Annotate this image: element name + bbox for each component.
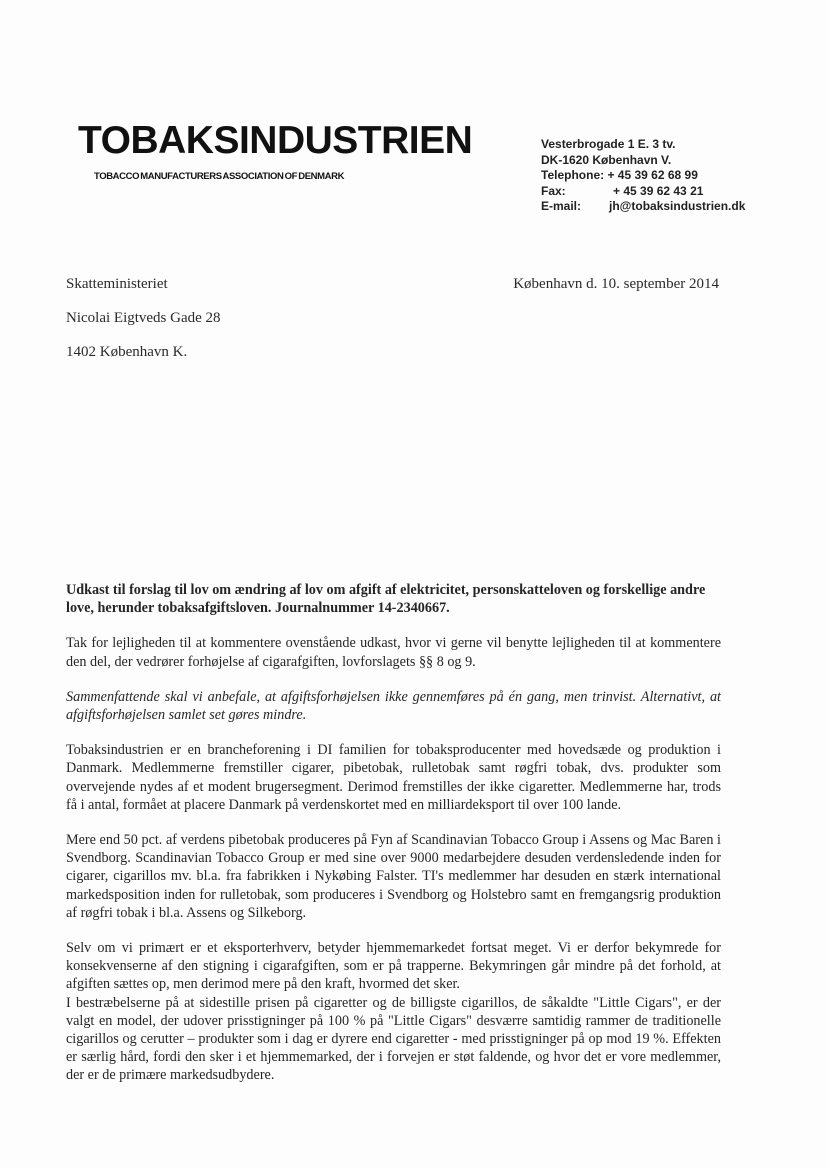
email-label: E-mail: — [541, 199, 582, 213]
recipient-street: Nicolai Eigtveds Gade 28 — [66, 310, 221, 326]
recipient-address — [66, 276, 221, 378]
recipient-name: Skatteministeriet — [66, 276, 168, 292]
letter-date: København d. 10. september 2014 — [513, 276, 719, 292]
subject-line: Udkast til forslag til lov om ændring af lov om afgift af elektricitet, personskatteloven og forskellige andre love, herunder tobaksafgiftsloven. Journalnummer 14-2340667. — [66, 582, 706, 617]
email-value: jh@tobaksindustrien.dk — [609, 199, 746, 213]
letter-body — [66, 581, 721, 1085]
fax-label: Fax: — [541, 183, 566, 198]
paragraph-about: Tobaksindustrien er en brancheforening i DI familien for tobaksproducenter med hovedsæde og produktion i Danmark. Medlemmerne fremstiller cigarer, pibetobak, rulletobak samt røgfri tobak, dvs. produkter som overvejende nydes af et modent brugersegment. Derimod fremstilles der ikke cigaretter. Medlemmerne har, trods få i antal, formået at placere Danmark på verdenskortet med en milliardeksport til over 100 lande. — [66, 742, 721, 813]
paragraph-little-cigars: I bestræbelserne på at sidestille prisen på cigaretter og de billigste cigarillos, de såkaldte "Little Cigars", er der valgt en model, der udover prisstigninger på 100 % på "Little Cigars" desværre samtidig rammer de traditionelle cigarillos og cerutter – produkter som i dag er dyrere end cigaretter - med prisstigninger på op mod 19 %. Effekten er særlig hård, fordi den sker i et hjemmemarked, der i forvejen er støt faldende, og hvor det er vore medlemmer, der er de primære markedsudbydere. — [66, 994, 721, 1084]
address-line-2: DK-1620 København V. — [541, 152, 672, 167]
paragraph-concern: Selv om vi primært er et eksporterhverv, betyder hjemmemarkedet fortsat meget. Vi er derfor bekymrede for konsekvenserne af den stigning i cigarafgiften, som er på trapperne. Bekymringen går mindre på det forhold, at afgiften sættes op, men derimod mere på den kraft, hvormed det sker. — [66, 940, 721, 993]
organization-name: TOBAKSINDUSTRIEN — [78, 119, 473, 162]
contact-block — [541, 137, 745, 215]
recipient-city: 1402 København K. — [66, 344, 188, 360]
paragraph-members: Mere end 50 pct. af verdens pibetobak produceres på Fyn af Scandinavian Tobacco Group i Assens og Mac Baren i Svendborg. Scandinavian Tobacco Group er med sine over 9000 medarbejdere desuden verdensledende inden for cigarer, cigarillos mv. bl.a. fra fabrikken i Nykøbing Falster. TI's medlemmer har desuden en stærk international markedsposition inden for rulletobak, som produceres i Svendborg og Holstebro samt en fremgangsrig produktion af røgfri tobak i bl.a. Assens og Silkeborg. — [66, 832, 721, 921]
email-row — [541, 199, 745, 215]
fax-row — [541, 184, 745, 200]
address-line-1: Vesterbrogade 1 E. 3 tv. — [541, 137, 676, 151]
paragraph-intro: Tak for lejligheden til at kommentere ovenstående udkast, hvor vi gerne vil benytte lejligheden til at kommentere den del, der vedrører forhøjelse af cigarafgiften, lovforslagets §§ 8 og 9. — [66, 635, 721, 670]
fax-value: + 45 39 62 43 21 — [613, 183, 704, 198]
paragraph-summary: Sammenfattende skal vi anbefale, at afgiftsforhøjelsen ikke gennemføres på én gang, men trinvist. Alternativt, at afgiftsforhøjelsen samlet set gøres mindre. — [66, 688, 721, 724]
telephone: Telephone: + 45 39 62 68 99 — [541, 168, 698, 182]
organization-subtitle: TOBACCO MANUFACTURERS ASSOCIATION OF DENMARK — [94, 171, 345, 182]
